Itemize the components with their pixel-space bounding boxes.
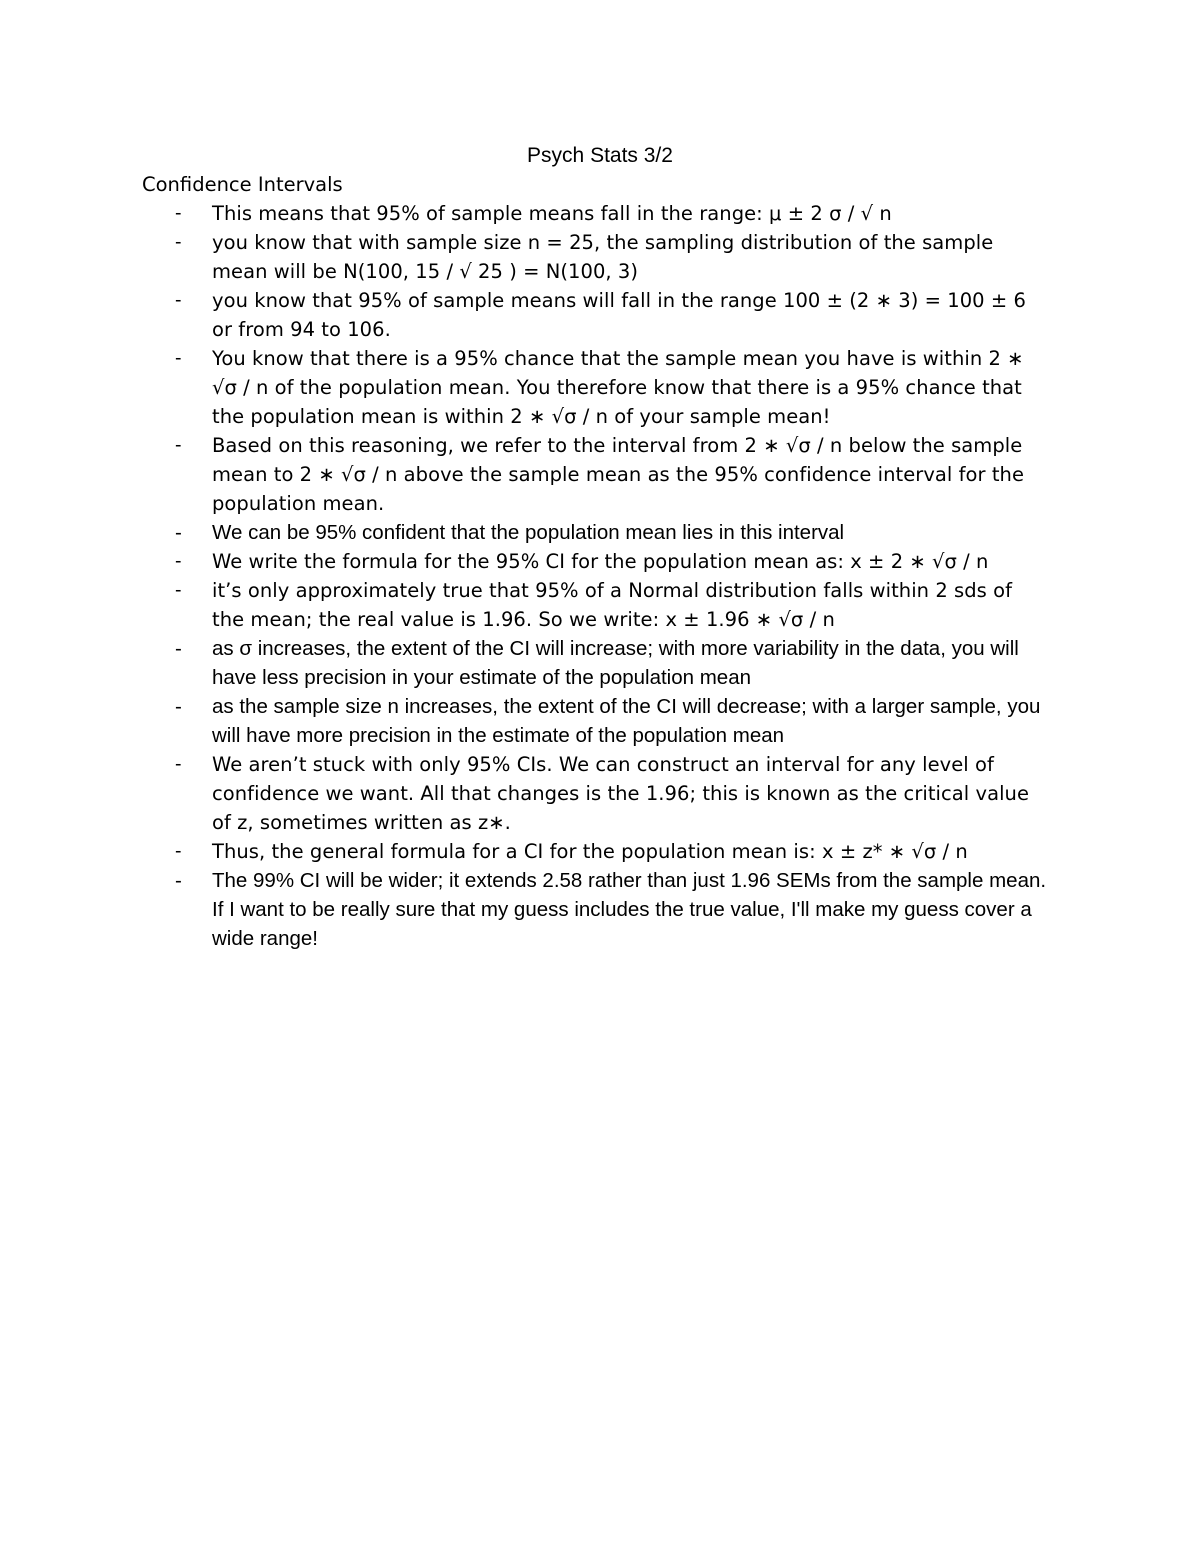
bullet-text: The 99% CI will be wider; it extends 2.58 rather than just 1.96 SEMs from the sample mean. If I want to be really sure that my guess includes the true value, I'll make my guess cover a wide range! xyxy=(212,869,1047,950)
bullet-text: you know that with sample size n = 25, the sampling distribution of the sample mean will be N(100, 15 / √ 25 ) = N(100, 3) xyxy=(212,231,994,283)
bullet-text: Thus, the general formula for a CI for the population mean is: x ± z* ∗ √σ / n xyxy=(212,840,968,863)
list-item xyxy=(0,634,1048,692)
list-item xyxy=(0,228,1048,286)
bullet-list xyxy=(0,199,1200,953)
bullet-dash: - xyxy=(175,231,182,253)
list-item xyxy=(0,692,1048,750)
bullet-text: We can be 95% confident that the population mean lies in this interval xyxy=(212,521,845,544)
bullet-dash: - xyxy=(175,869,182,892)
bullet-dash: - xyxy=(175,289,182,311)
bullet-dash: - xyxy=(175,637,182,660)
list-item xyxy=(0,518,1048,547)
bullet-text: as the sample size n increases, the extent of the CI will decrease; with a larger sample, you will have more precision in the estimate of the population mean xyxy=(212,695,1041,747)
list-item xyxy=(0,576,1048,634)
bullet-dash: - xyxy=(175,579,182,601)
bullet-text: it’s only approximately true that 95% of a Normal distribution falls within 2 sds of the mean; the real value is 1.96. So we write: x ± 1.96 ∗ √σ / n xyxy=(212,579,1013,631)
page-title: Psych Stats 3/2 xyxy=(527,144,673,167)
bullet-dash: - xyxy=(175,347,182,369)
bullet-dash: - xyxy=(175,695,182,718)
list-item xyxy=(0,866,1048,953)
bullet-text: We write the formula for the 95% CI for the population mean as: x ± 2 ∗ √σ / n xyxy=(212,550,989,573)
list-item xyxy=(0,344,1048,431)
bullet-dash: - xyxy=(175,202,182,224)
bullet-dash: - xyxy=(175,753,182,775)
list-item xyxy=(0,547,1048,576)
list-item xyxy=(0,286,1048,344)
bullet-text: This means that 95% of sample means fall in the range: μ ± 2 σ / √ n xyxy=(212,202,892,225)
bullet-text: you know that 95% of sample means will fall in the range 100 ± (2 ∗ 3) = 100 ± 6 or from 94 to 106. xyxy=(212,289,1026,341)
list-item xyxy=(0,750,1048,837)
bullet-dash: - xyxy=(175,550,182,572)
list-item xyxy=(0,431,1048,518)
bullet-text: as σ increases, the extent of the CI will increase; with more variability in the data, you will have less precision in your estimate of the population mean xyxy=(212,637,1019,689)
bullet-dash: - xyxy=(175,521,182,544)
bullet-text: You know that there is a 95% chance that the sample mean you have is within 2 ∗ √σ / n of the population mean. You therefore know that there is a 95% chance that the population mean is within 2 ∗ √σ / n of your sample mean! xyxy=(212,347,1024,428)
bullet-text: We aren’t stuck with only 95% CIs. We can construct an interval for any level of confidence we want. All that changes is the 1.96; this is known as the critical value of z, sometimes written as z∗. xyxy=(212,753,1030,834)
list-item xyxy=(0,837,1048,866)
section-heading: Confidence Intervals xyxy=(142,173,343,196)
bullet-text: Based on this reasoning, we refer to the interval from 2 ∗ √σ / n below the sample mean to 2 ∗ √σ / n above the sample mean as the 95% confidence interval for the population mean. xyxy=(212,434,1025,515)
list-item xyxy=(0,199,1048,228)
bullet-dash: - xyxy=(175,840,182,862)
bullet-dash: - xyxy=(175,434,182,456)
